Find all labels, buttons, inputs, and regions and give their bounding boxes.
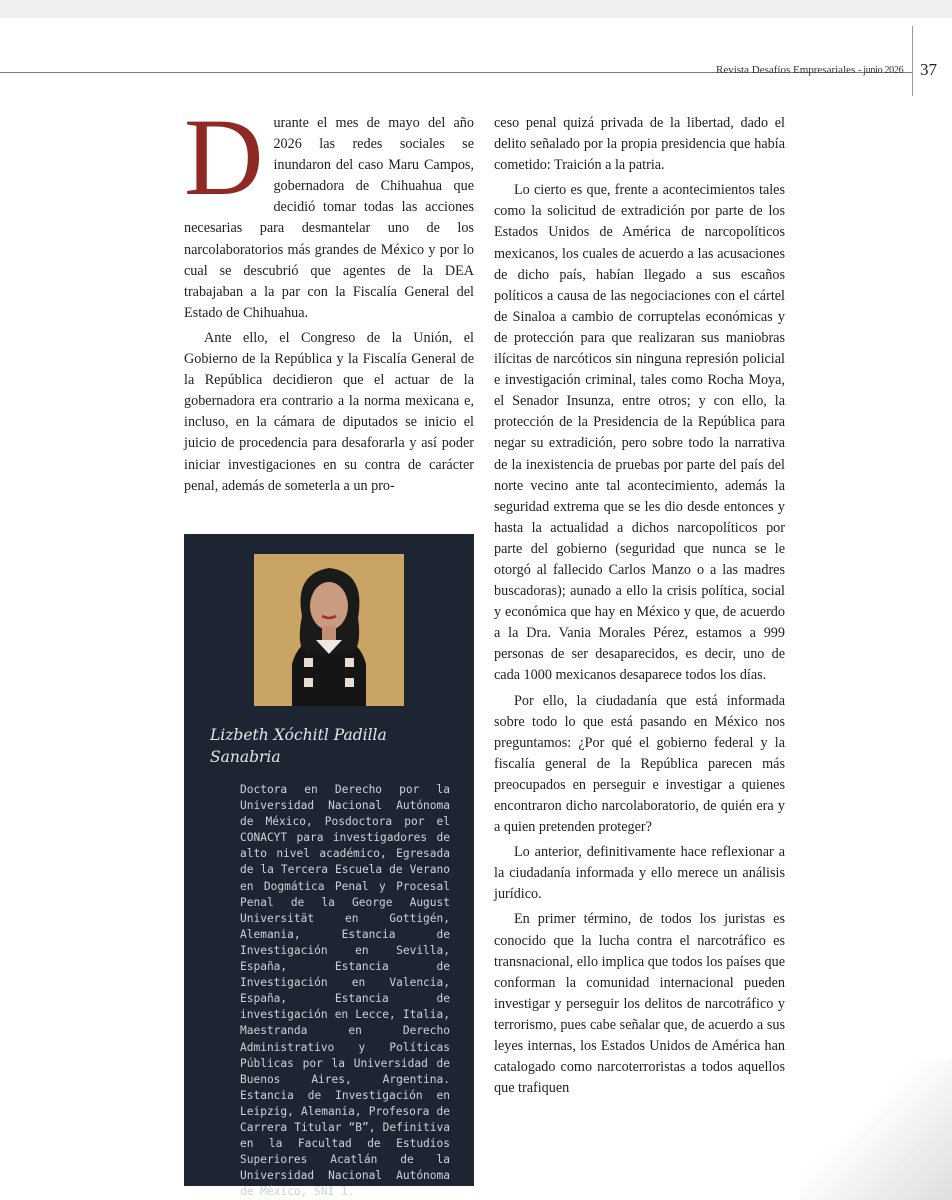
article-paragraph: ceso penal quizá privada de la libertad, dado el delito señalado por la propia presidencia que había cometido: Traición a la patria. bbox=[494, 115, 785, 174]
article-column-right bbox=[494, 113, 785, 1099]
author-bio-text: Doctora en Derecho por la Universidad Nacional Autónoma de México, Posdoctora por el CONACYT para investigadores de alto nivel académico, Egresada de la Tercera Escuela de Verano en Dogmática Penal y Procesal Penal de la George August Universität en Gottigén, Alemania, Estancia de Investigación en Sevilla, España, Estancia de Investigación en Valencia, España, Estancia de investigación en Lecce, Italia, Maestranda en Derecho Administrativo y Políticas Públicas por la Universidad de Buenos Aires, Argentina. Estancia de Investigación en Leipzig, Alemania, Profesora de Carrera Titular “B”, Definitiva en la Facultad de Estudios Superiores Acatlán de la Universidad Nacional Autónoma de México, SNI 1. bbox=[240, 783, 450, 1199]
author-bio-box bbox=[184, 534, 474, 1199]
article-paragraph: En primer término, de todos los juristas es conocido que la lucha contra el narcotráfico es transnacional, ello implica que todos los países que conforman la comunidad internacional pueden investigar y perseguir los delitos de narcotráfico y terrorismo, pues cabe señalar que, de acuerdo a sus leyes internas, los Estados Unidos de América han catalogado como narcoterroristas a todos aquellos que trafiquen bbox=[494, 911, 785, 1097]
author-photo bbox=[254, 554, 404, 706]
article-paragraph: Por ello, la ciudadanía que está informada sobre todo lo que está pasando en México nos preguntamos: ¿Por qué el gobierno federal y la fiscalía general de la República parecen más preocupados en perseguir e investigar a quienes encontraron dicho narcolaboratorio, de quién era y a quien pretenden proteger? bbox=[494, 692, 785, 836]
article-paragraph: Lo anterior, definitivamente hace reflexionar a la ciudadanía informada y ello merece un análisis jurídico. bbox=[494, 844, 785, 903]
page-number: 37 bbox=[920, 60, 937, 79]
article-paragraph: Lo cierto es que, frente a acontecimientos tales como la solicitud de extradición por parte de los Estados Unidos de América de narcopolíticos mexicanos, los cuales de acuerdo a las acusaciones de dicho país, habían llegado a sus escaños políticos a causa de las negociaciones con el cártel de Sinaloa a cambio de corruptelas económicas y de protección para que realizaran sus maniobras ilícitas de narcóticos sin ninguna represión policial e investigación criminal, tales como Rocha Moya, el Senador Insunza, entre otros; y con ello, la protección de la Presidencia de la República para negar su extradición, pero sobre todo la narrativa de la inexistencia de pruebas por parte del país del norte vecino ante tal acontecimiento, además la seguridad extrema que se les dio desde entonces y hasta la actualidad a dichos narcopolíticos por parte del gobierno (seguridad que nunca se le otorgó al fallecido Carlos Manzo o a las madres buscadoras); aunado a ello la crisis política, social y económica que hay en México y que, de acuerdo a la Dra. Vania Morales Pérez, estamos a 999 personas de ser desaparecidos, es decir, uno de cada 1000 mexicanos desaparece todos los días. bbox=[494, 182, 785, 684]
issue-date: - junio 2026 bbox=[858, 65, 904, 76]
header-divider bbox=[912, 26, 913, 96]
drop-cap: D bbox=[184, 96, 264, 218]
article-column-left bbox=[184, 96, 474, 497]
magazine-title: Revista Desafíos Empresariales bbox=[716, 64, 856, 76]
article-paragraph: Durante el mes de mayo del año 2026 las redes sociales se inundaron del caso Maru Campos, gobernadora de Chihuahua que decidió tomar todas las acciones necesarias para desmantelar uno de los narcolaboratorios más grandes de México y por lo cual se descubrió que agentes de la DEA trabajaban a la par con la Fiscalía General del Estado de Chihuahua. bbox=[184, 96, 474, 321]
article-paragraph: Ante ello, el Congreso de la Unión, el Gobierno de la República y la Fiscalía General de la República decidieron que el actuar de la gobernadora era contrario a la norma mexicana e, incluso, en la cámara de diputados se inicio el juicio de procedencia para desaforarla y así poder iniciar investigaciones en su contra de carácter penal, además de someterla a un pro- bbox=[184, 329, 474, 494]
page-corner-shadow bbox=[800, 1060, 952, 1200]
top-band bbox=[0, 0, 952, 18]
author-name: Lizbeth Xóchitl Padilla Sanabria bbox=[210, 726, 387, 766]
